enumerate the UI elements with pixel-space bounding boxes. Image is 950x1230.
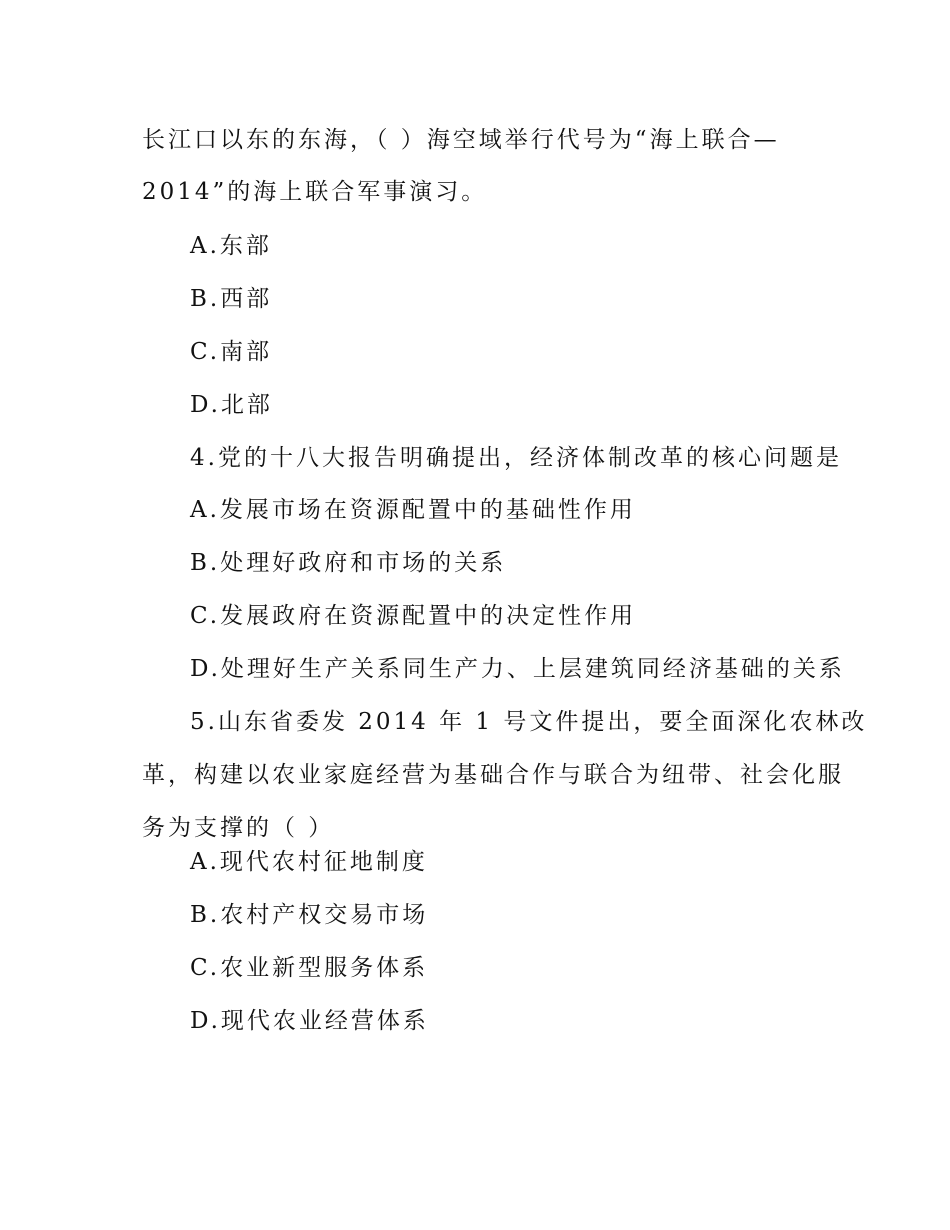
question5-stem-line1: 5.山东省委发 2014 年 1 号文件提出，要全面深化农林改	[190, 709, 868, 735]
question5-option-d: D.现代农业经营体系	[190, 1008, 429, 1034]
question5-stem-line3: 务为支撑的（ ）	[142, 815, 335, 841]
question3-stem-line2: 2014”的海上联合军事演习。	[142, 179, 488, 205]
question4-stem: 4.党的十八大报告明确提出，经济体制改革的核心问题是	[190, 445, 842, 471]
question5-option-b: B.农村产权交易市场	[190, 902, 429, 928]
question3-option-c: C.南部	[190, 339, 273, 365]
question3-stem-line1: 长江口以东的东海，（ ）海空域举行代号为“海上联合—	[142, 127, 780, 153]
question5-option-c: C.农业新型服务体系	[190, 955, 429, 981]
question4-option-b: B.处理好政府和市场的关系	[190, 550, 507, 576]
question5-option-a: A.现代农村征地制度	[190, 849, 428, 875]
question3-option-b: B.西部	[190, 286, 273, 312]
question5-stem-line2: 革，构建以农业家庭经营为基础合作与联合为纽带、社会化服	[142, 762, 844, 788]
question4-option-c: C.发展政府在资源配置中的决定性作用	[190, 603, 637, 629]
question4-option-a: A.发展市场在资源配置中的基础性作用	[190, 497, 636, 523]
question3-option-a: A.东部	[190, 233, 272, 259]
question3-option-d: D.北部	[190, 392, 273, 418]
question4-option-d: D.处理好生产关系同生产力、上层建筑同经济基础的关系	[190, 656, 845, 682]
